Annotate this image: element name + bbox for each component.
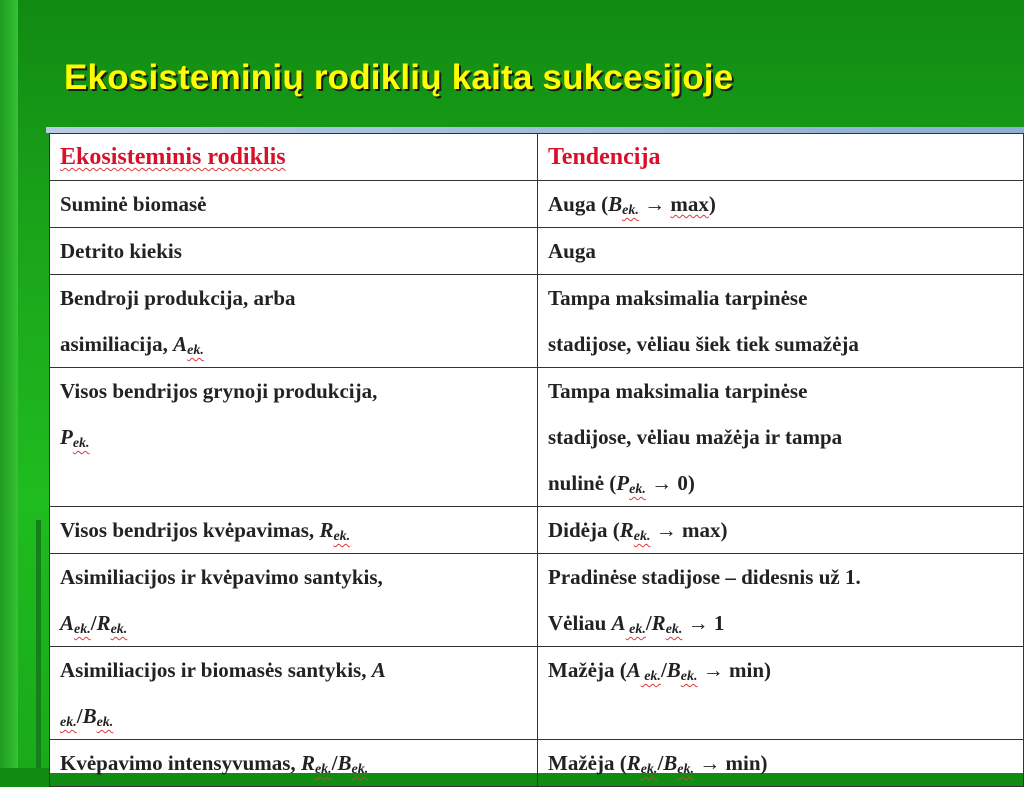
indicator-cell: Asimiliacijos ir kvėpavimo santykis, $A_{ek.}/R_{ek.}$ (50, 554, 538, 647)
trend-cell: Pradinėse stadijose – didesnis už 1. Vėliau A $_{ek.}/R_{ek.} \to 1$ (538, 554, 1024, 647)
table-row (50, 647, 1024, 740)
table-row (50, 740, 1024, 787)
table-row (50, 181, 1024, 228)
table-row (50, 368, 1024, 507)
indicator-cell: Suminė biomasė (50, 181, 538, 228)
table-header-row (50, 134, 1024, 181)
indicator-table-container (49, 133, 1024, 777)
table-row (50, 275, 1024, 368)
table-row (50, 507, 1024, 554)
left-accent-bar (36, 520, 41, 768)
trend-cell: Mažėja (A $_{ek.}/B_{ek.} \to \min$) (538, 647, 1024, 740)
table-row (50, 554, 1024, 647)
header-trend: Tendencija (538, 134, 1024, 181)
indicator-table (49, 133, 1024, 787)
trend-cell: Tampa maksimalia tarpinėse stadijose, vėliau mažėja ir tampa nulinė $(P_{ek.} \to 0)$ (538, 368, 1024, 507)
trend-cell: Tampa maksimalia tarpinėse stadijose, vėliau šiek tiek sumažėja (538, 275, 1024, 368)
header-indicator: Ekosisteminis rodiklis (50, 134, 538, 181)
indicator-cell: Detrito kiekis (50, 228, 538, 275)
table-row (50, 228, 1024, 275)
slide-title: Ekosisteminių rodiklių kaita sukcesijoje (64, 58, 734, 97)
indicator-cell: Kvėpavimo intensyvumas, $R_{ek.}/B_{ek.}$ (50, 740, 538, 787)
trend-cell: Auga $(B_{ek.} \to \max)$ (538, 181, 1024, 228)
trend-cell: Auga (538, 228, 1024, 275)
indicator-cell: Visos bendrijos kvėpavimas, $R_{ek.}$ (50, 507, 538, 554)
left-stripe (0, 0, 18, 768)
indicator-cell: Asimiliacijos ir biomasės santykis, A $_{ek.}/B_{ek.}$ (50, 647, 538, 740)
indicator-cell: Bendroji produkcija, arba asimiliacija, $A_{ek.}$ (50, 275, 538, 368)
indicator-cell: Visos bendrijos grynoji produkcija, $P_{ek.}$ (50, 368, 538, 507)
trend-cell: Mažėja $(R_{ek.}/B_{ek.} \to \min)$ (538, 740, 1024, 787)
trend-cell: Didėja $(R_{ek.} \to \max)$ (538, 507, 1024, 554)
